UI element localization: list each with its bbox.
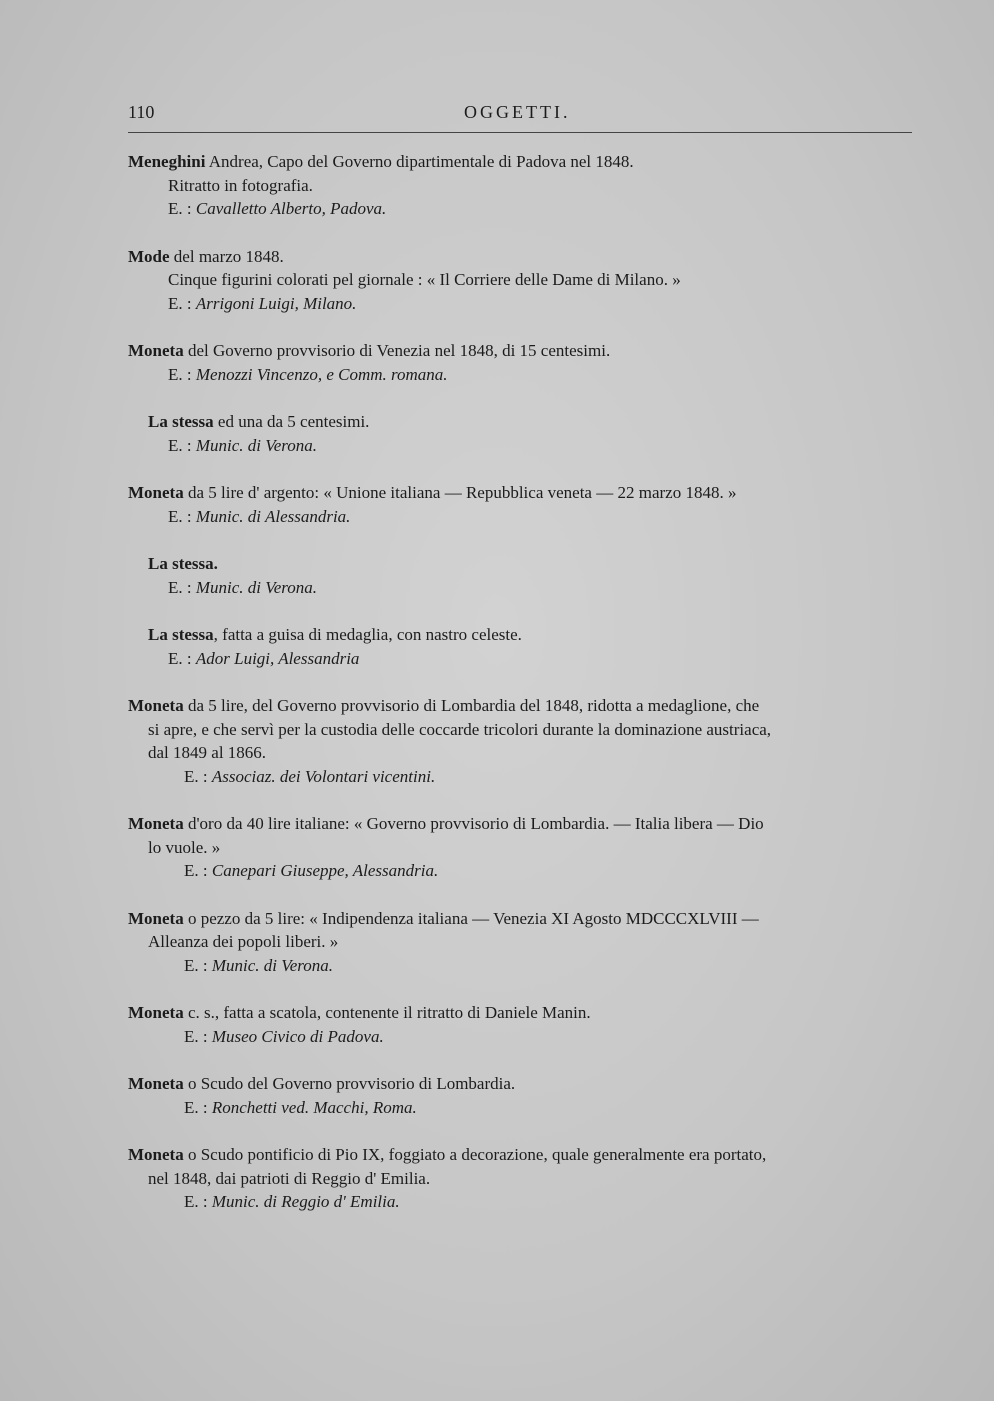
entry-head: La stessa. (148, 554, 218, 573)
entry (128, 623, 914, 670)
entry (128, 694, 914, 788)
entry-head: Meneghini (128, 152, 206, 171)
exhibitor-name: Canepari Giuseppe, Alessandria. (211, 861, 439, 880)
entry-continuation: si apre, e che servì per la custodia delle coccarde tricolori durante la dominazione austriaca, (148, 719, 772, 739)
entry-text: o pezzo da 5 lire: « Indipendenza italiana — Venezia XI Agosto MDCCCXLVIII — (183, 908, 759, 928)
exhibitor-line (148, 434, 914, 458)
exhibitor-label: E. : (184, 955, 212, 975)
entry-list (128, 150, 914, 1238)
exhibitor-label: E. : (168, 506, 196, 526)
exhibitor-name: Munic. di Verona. (195, 435, 318, 455)
exhibitor-label: E. : (184, 1026, 212, 1046)
exhibitor-name: Ador Luigi, Alessandria (195, 648, 360, 668)
entry-text: ed una da 5 centesimi. (213, 412, 370, 431)
entry-head: Moneta (128, 908, 184, 928)
exhibitor-line (148, 647, 914, 671)
entry (128, 410, 914, 457)
exhibitor-label: E. : (168, 199, 196, 218)
exhibitor-line (128, 954, 914, 978)
entry-text: , fatta a guisa di medaglia, con nastro celeste. (213, 625, 522, 644)
exhibitor-line (128, 505, 914, 529)
exhibitor-label: E. : (168, 435, 196, 455)
entry-head: Moneta (128, 1145, 184, 1164)
entry-head: Moneta (128, 1074, 184, 1093)
exhibitor-line (128, 1190, 914, 1214)
exhibitor-label: E. : (168, 577, 196, 597)
entry-head: Moneta (128, 341, 184, 360)
entry (128, 481, 914, 528)
entry (128, 812, 914, 883)
entry-head: La stessa (148, 412, 214, 431)
entry-continuation: nel 1848, dai patrioti di Reggio d' Emilia. (148, 1168, 431, 1188)
exhibitor-label: E. : (168, 648, 196, 668)
exhibitor-name: Cavalletto Alberto, Padova. (195, 199, 387, 218)
exhibitor-name: Munic. di Verona. (195, 577, 318, 597)
exhibitor-label: E. : (168, 364, 196, 384)
entry-head: Moneta (128, 1003, 184, 1022)
entry-line: Ritratto in fotografia. (168, 175, 313, 195)
entry (128, 907, 914, 978)
exhibitor-line (148, 576, 914, 600)
exhibitor-line (128, 363, 914, 387)
page-header (128, 102, 912, 132)
exhibitor-name: Munic. di Alessandria. (195, 506, 351, 526)
running-title: OGGETTI. (464, 102, 571, 122)
exhibitor-name: Arrigoni Luigi, Milano. (195, 293, 357, 313)
exhibitor-line (128, 1025, 914, 1049)
entry-continuation: dal 1849 al 1866. (148, 743, 267, 762)
entry-text: del Governo provvisorio di Venezia nel 1848, di 15 centesimi. (183, 341, 611, 360)
page-number: 110 (128, 102, 155, 122)
exhibitor-name: Munic. di Verona. (211, 955, 334, 975)
entry-continuation: lo vuole. » (148, 837, 221, 857)
entry-text: c. s., fatta a scatola, contenente il ritratto di Daniele Manin. (183, 1003, 591, 1022)
exhibitor-name: Ronchetti ved. Macchi, Roma. (211, 1097, 417, 1117)
entry (128, 150, 914, 221)
exhibitor-name: Munic. di Reggio d' Emilia. (211, 1192, 400, 1211)
entry-head: La stessa (148, 625, 214, 644)
exhibitor-name: Museo Civico di Padova. (211, 1026, 384, 1046)
entry-head: Moneta (128, 483, 184, 502)
exhibitor-label: E. : (168, 293, 196, 313)
entry (128, 245, 914, 316)
entry-text: o Scudo del Governo provvisorio di Lombardia. (183, 1074, 516, 1093)
exhibitor-label: E. : (184, 766, 212, 786)
entry-line: Cinque figurini colorati pel giornale : « Il Corriere delle Dame di Milano. » (168, 270, 681, 289)
entry (128, 1072, 914, 1119)
exhibitor-name: Menozzi Vincenzo, e Comm. romana. (195, 364, 448, 384)
exhibitor-line (128, 197, 914, 221)
exhibitor-name: Associaz. dei Volontari vicentini. (211, 766, 436, 786)
exhibitor-label: E. : (184, 1097, 212, 1117)
entry-text: o Scudo pontificio di Pio IX, foggiato a decorazione, quale generalmente era portato, (183, 1145, 767, 1164)
exhibitor-line (128, 859, 914, 883)
exhibitor-label: E. : (184, 1192, 212, 1211)
entry (128, 552, 914, 599)
entry-head: Mode (128, 246, 170, 266)
exhibitor-label: E. : (184, 861, 212, 880)
exhibitor-line (128, 765, 914, 789)
entry (128, 339, 914, 386)
exhibitor-line (128, 292, 914, 316)
entry-text: del marzo 1848. (169, 246, 284, 266)
entry-continuation: Alleanza dei popoli liberi. » (148, 932, 339, 951)
entry-text: d'oro da 40 lire italiane: « Governo provvisorio di Lombardia. — Italia libera — Dio (183, 814, 764, 833)
exhibitor-line (128, 1096, 914, 1120)
entry (128, 1001, 914, 1048)
entry-head: Moneta (128, 696, 184, 715)
entry-head: Moneta (128, 814, 184, 833)
entry-text: da 5 lire, del Governo provvisorio di Lombardia del 1848, ridotta a medaglione, che (183, 696, 760, 715)
header-rule (128, 132, 912, 133)
entry (128, 1143, 914, 1214)
entry-text: Andrea, Capo del Governo dipartimentale di Padova nel 1848. (205, 152, 634, 171)
entry-text: da 5 lire d' argento: « Unione italiana — Repubblica veneta — 22 marzo 1848. » (183, 483, 737, 502)
